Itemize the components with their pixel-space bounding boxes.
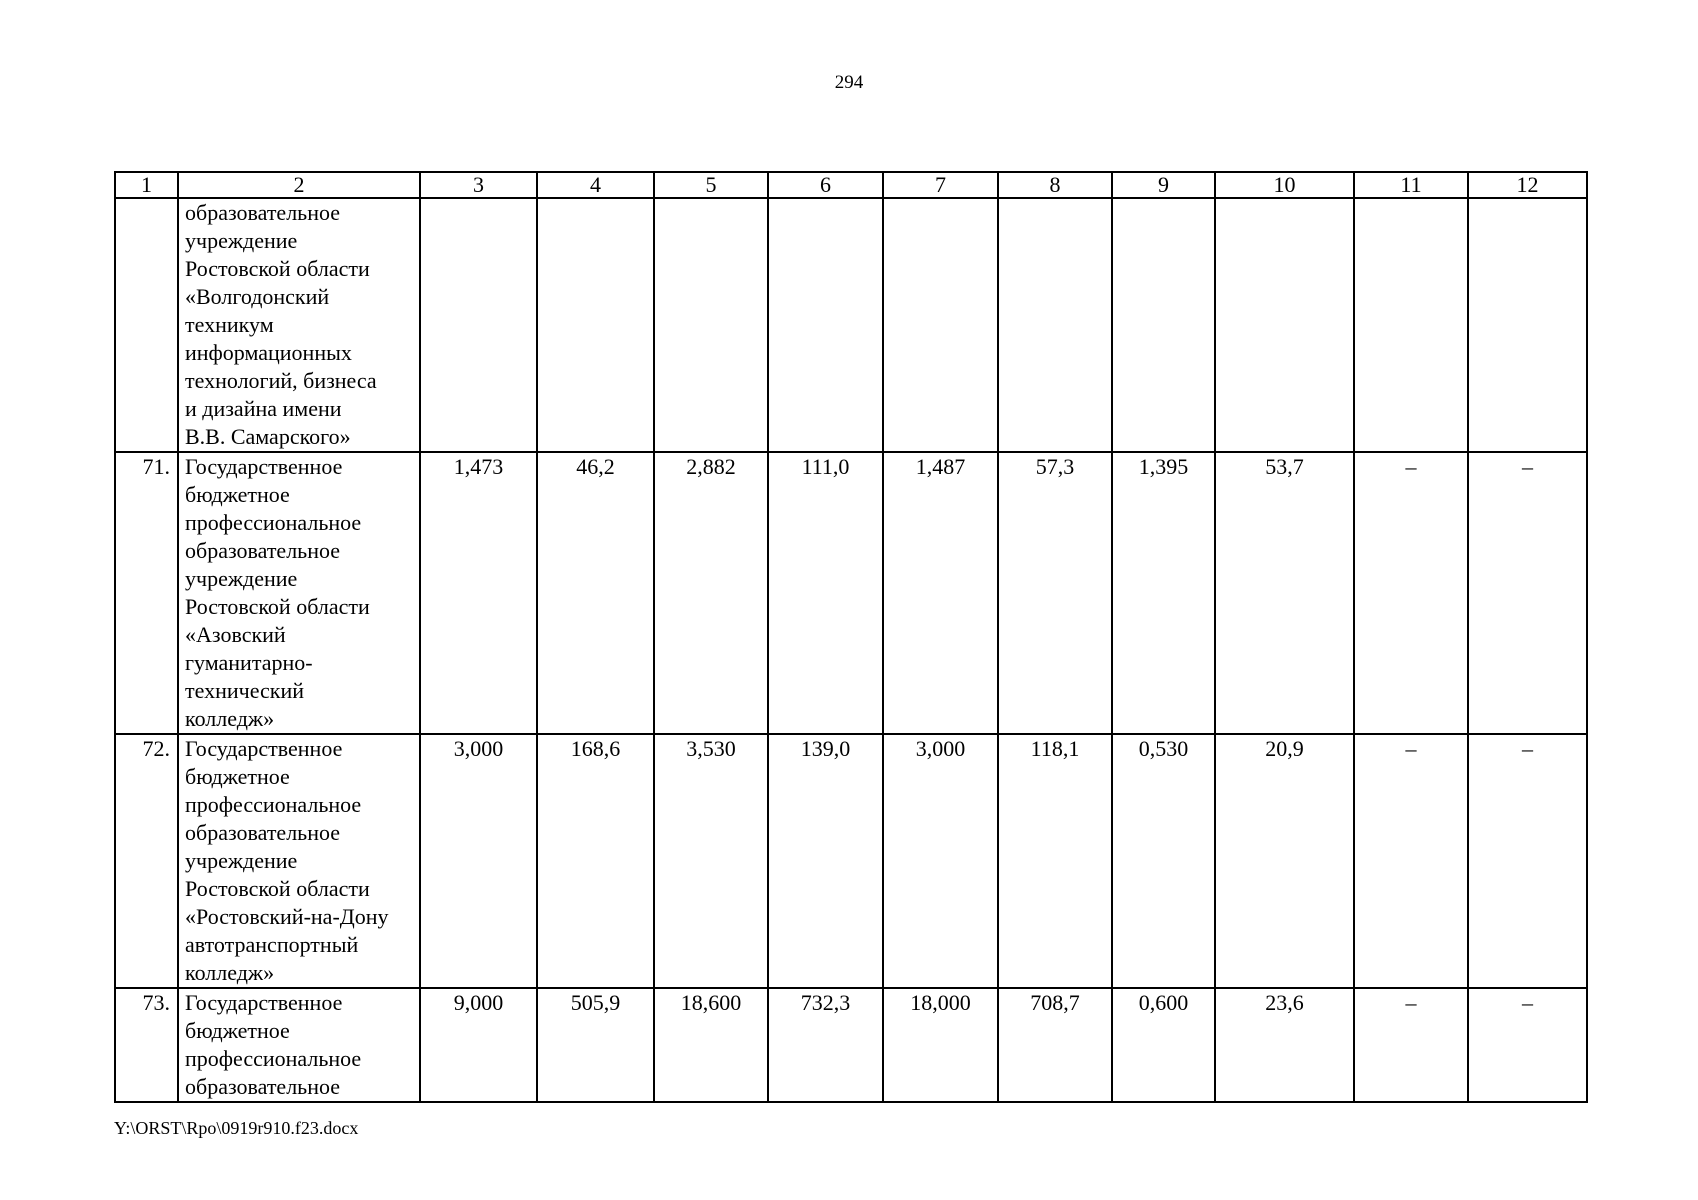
institution-name: Государственное бюджетное профессиональное образовательное [178, 988, 420, 1102]
value-cell: – [1468, 988, 1587, 1102]
table-row [115, 734, 1587, 988]
column-header: 10 [1215, 172, 1354, 198]
column-header: 4 [537, 172, 654, 198]
value-cell [1468, 198, 1587, 452]
value-cell [654, 198, 768, 452]
column-header: 5 [654, 172, 768, 198]
value-cell: 2,882 [654, 452, 768, 734]
value-cell: 23,6 [1215, 988, 1354, 1102]
value-cell: 20,9 [1215, 734, 1354, 988]
value-cell: 18,000 [883, 988, 998, 1102]
value-cell: – [1468, 734, 1587, 988]
value-cell: 3,000 [420, 734, 537, 988]
value-cell: 1,473 [420, 452, 537, 734]
value-cell: 0,530 [1112, 734, 1215, 988]
value-cell [1215, 198, 1354, 452]
column-header: 1 [115, 172, 178, 198]
table-header-row [115, 172, 1587, 198]
row-number: 73. [115, 988, 178, 1102]
value-cell: 708,7 [998, 988, 1112, 1102]
value-cell: – [1354, 988, 1468, 1102]
column-header: 12 [1468, 172, 1587, 198]
document-file-path: Y:\ORST\Rpo\0919r910.f23.docx [114, 1118, 359, 1138]
row-number [115, 198, 178, 452]
table-row [115, 988, 1587, 1102]
value-cell: 3,530 [654, 734, 768, 988]
value-cell: 53,7 [1215, 452, 1354, 734]
table-row [115, 452, 1587, 734]
value-cell: 0,600 [1112, 988, 1215, 1102]
value-cell [768, 198, 883, 452]
value-cell: – [1354, 452, 1468, 734]
value-cell: 505,9 [537, 988, 654, 1102]
value-cell: 18,600 [654, 988, 768, 1102]
column-header: 2 [178, 172, 420, 198]
institution-name: образовательное учреждение Ростовской области «Волгодонский техникум информационных технологий, бизнеса и дизайна имени В.В. Самарского» [178, 198, 420, 452]
value-cell [537, 198, 654, 452]
table-row [115, 198, 1587, 452]
value-cell: 168,6 [537, 734, 654, 988]
value-cell: 9,000 [420, 988, 537, 1102]
value-cell: 1,395 [1112, 452, 1215, 734]
value-cell [998, 198, 1112, 452]
value-cell [1354, 198, 1468, 452]
row-number: 72. [115, 734, 178, 988]
value-cell: – [1354, 734, 1468, 988]
value-cell: 118,1 [998, 734, 1112, 988]
value-cell [420, 198, 537, 452]
value-cell: 732,3 [768, 988, 883, 1102]
value-cell: 46,2 [537, 452, 654, 734]
page-number: 294 [834, 72, 864, 93]
institution-name: Государственное бюджетное профессиональное образовательное учреждение Ростовской области «Азовский гуманитарно- технический колледж» [178, 452, 420, 734]
row-number: 71. [115, 452, 178, 734]
column-header: 9 [1112, 172, 1215, 198]
column-header: 8 [998, 172, 1112, 198]
data-table-container [114, 171, 1586, 1103]
column-header: 7 [883, 172, 998, 198]
value-cell: 3,000 [883, 734, 998, 988]
column-header: 11 [1354, 172, 1468, 198]
value-cell: 139,0 [768, 734, 883, 988]
value-cell [1112, 198, 1215, 452]
data-table [114, 171, 1588, 1103]
value-cell: 57,3 [998, 452, 1112, 734]
column-header: 6 [768, 172, 883, 198]
column-header: 3 [420, 172, 537, 198]
institution-name: Государственное бюджетное профессиональное образовательное учреждение Ростовской области «Ростовский-на-Дону автотранспортный колледж» [178, 734, 420, 988]
value-cell: – [1468, 452, 1587, 734]
value-cell [883, 198, 998, 452]
value-cell: 111,0 [768, 452, 883, 734]
value-cell: 1,487 [883, 452, 998, 734]
